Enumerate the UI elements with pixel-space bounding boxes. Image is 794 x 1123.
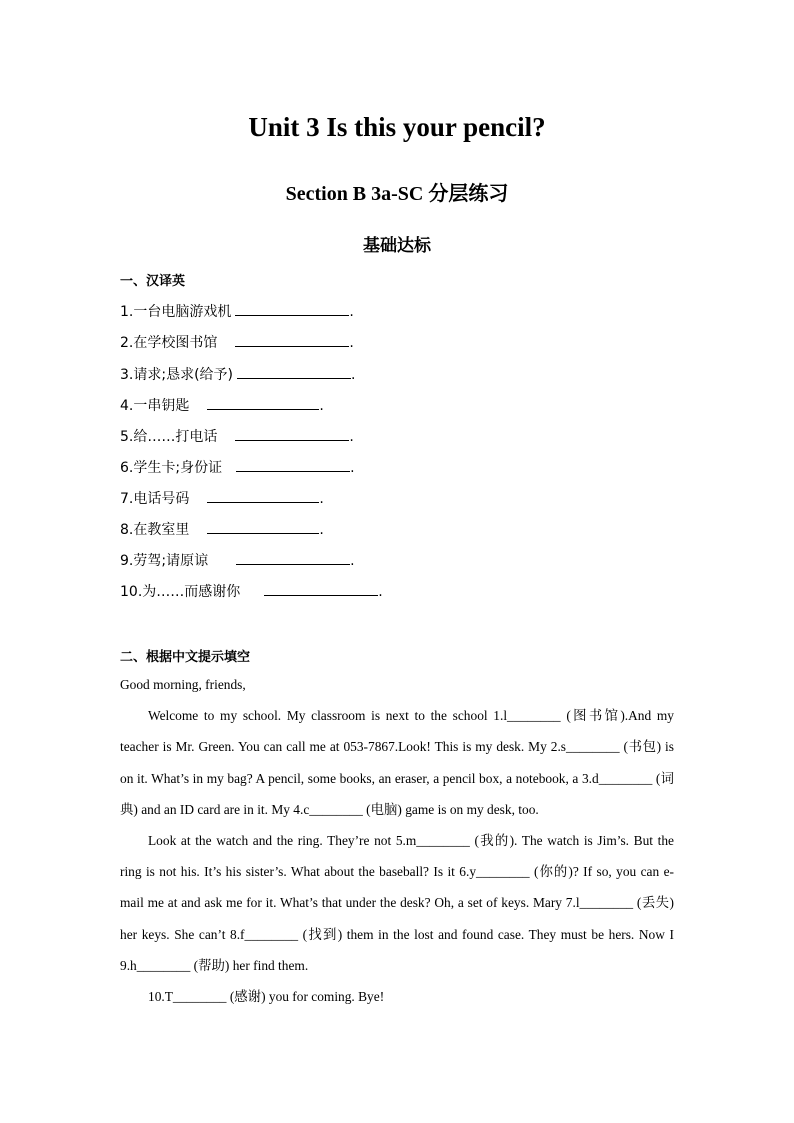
translation-item-3: 3.请求;恳求(给予) . xyxy=(120,364,355,384)
part1-heading: 一、汉译英 xyxy=(120,274,186,289)
cloze-passage xyxy=(120,669,674,1012)
part2-heading: 二、根据中文提示填空 xyxy=(120,650,251,665)
level-heading: 基础达标 xyxy=(363,236,431,256)
page-title: Unit 3 Is this your pencil? xyxy=(248,112,546,142)
passage-greeting: Good morning, friends, xyxy=(120,677,246,692)
translation-item-5: 5.给……打电话 . xyxy=(120,426,354,446)
translation-item-8: 8.在教室里 . xyxy=(120,519,324,539)
passage-paragraph-2: Look at the watch and the ring. They’re not 5.m________ (我的). The watch is Jim’s. But the ring is not his. It’s his sister’s. What about the baseball? Is it 6.y________ (你的)? If so, you can e-mail me at and ask me for it. What’s that under the desk? Oh, a set of keys. Mary 7.l________ (丢失) her keys. She can’t 8.f________ (找到) them in the lost and found case. They must be hers. Now I 9.h________ (帮助) her find them. xyxy=(120,833,674,973)
translation-item-2: 2.在学校图书馆 . xyxy=(120,332,354,352)
translation-item-9: 9.劳驾;请原谅 . xyxy=(120,550,355,570)
translation-item-7: 7.电话号码 . xyxy=(120,488,324,508)
translation-item-6: 6.学生卡;身份证 . xyxy=(120,457,355,477)
section-subtitle: Section B 3a-SC 分层练习 xyxy=(285,183,509,205)
passage-paragraph-3: 10.T________ (感谢) you for coming. Bye! xyxy=(148,989,385,1005)
translation-item-4: 4.一串钥匙 . xyxy=(120,395,324,415)
translation-item-1: 1.一台电脑游戏机 . xyxy=(120,301,354,321)
passage-paragraph-1: Welcome to my school. My classroom is next to the school 1.l________ (图书馆).And my teacher is Mr. Green. You can call me at 053-7867.Look! This is my desk. My 2.s________ (书包) is on it. What’s in my bag? A pencil, some books, an eraser, a pencil box, a notebook, a 3.d________ (词典) and an ID card are in it. My 4.c________ (电脑) game is on my desk, too. xyxy=(120,708,674,817)
translation-item-10: 10.为……而感谢你 . xyxy=(120,581,383,601)
